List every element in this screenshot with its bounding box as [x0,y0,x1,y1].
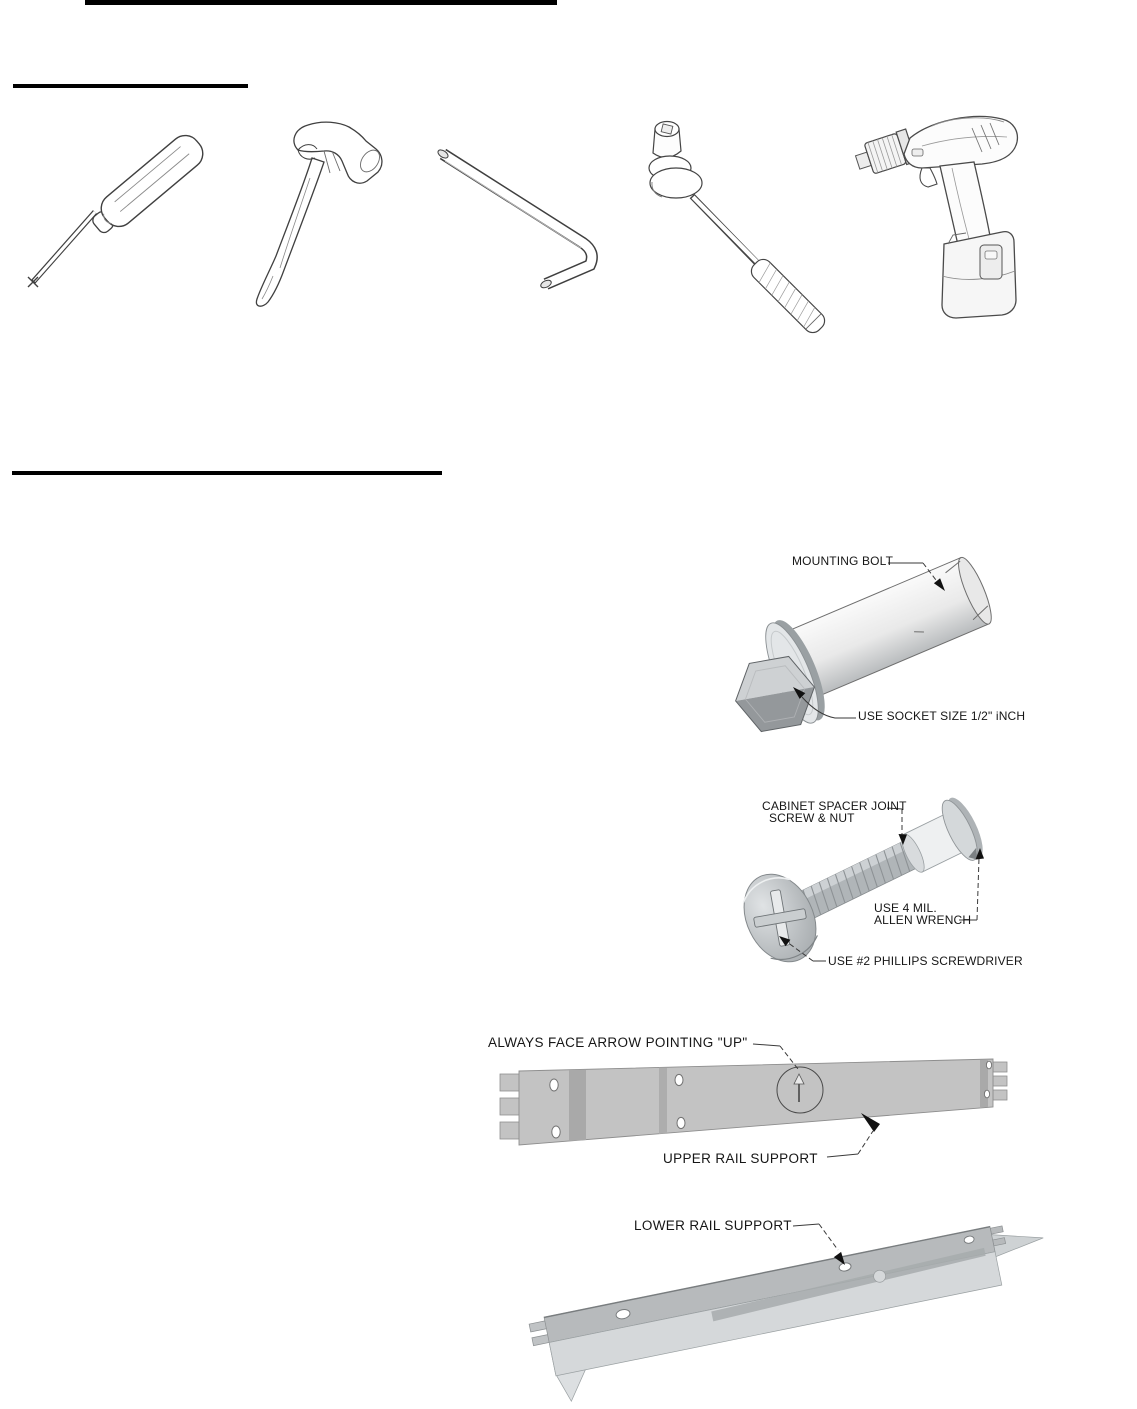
allen-wrench-note-line1: USE 4 MIL. [874,901,937,915]
upper-rail-label: UPPER RAIL SUPPORT [663,1151,818,1166]
mounting-bolt-label: MOUNTING BOLT [792,554,894,568]
spacer-joint-label-line1: CABINET SPACER JOINT [762,799,907,813]
allen-wrench-note-line2: ALLEN WRENCH [874,913,972,927]
upper-rail-orientation-note: ALWAYS FACE ARROW POINTING "UP" [488,1035,748,1050]
lower-rail-label: LOWER RAIL SUPPORT [634,1218,792,1233]
allen-wrench-icon [435,145,605,295]
mounting-bolt-socket-note: USE SOCKET SIZE 1/2" iNCH [858,709,1026,723]
socket-ratchet-icon [640,112,835,330]
claw-hammer-icon [240,118,390,318]
spacer-joint-label-line2: SCREW & NUT [769,811,855,825]
section-underline-tools [13,84,248,88]
phillips-screwdriver-icon [25,130,215,330]
phillips-screwdriver-note: USE #2 PHILLIPS SCREWDRIVER [828,954,1023,968]
section-underline-parts [12,471,442,475]
lower-rail-support-illustration [512,1212,1050,1409]
mounting-bolt-illustration [730,545,1050,760]
section-underline-top [85,0,557,5]
cordless-drill-icon [852,104,1037,334]
